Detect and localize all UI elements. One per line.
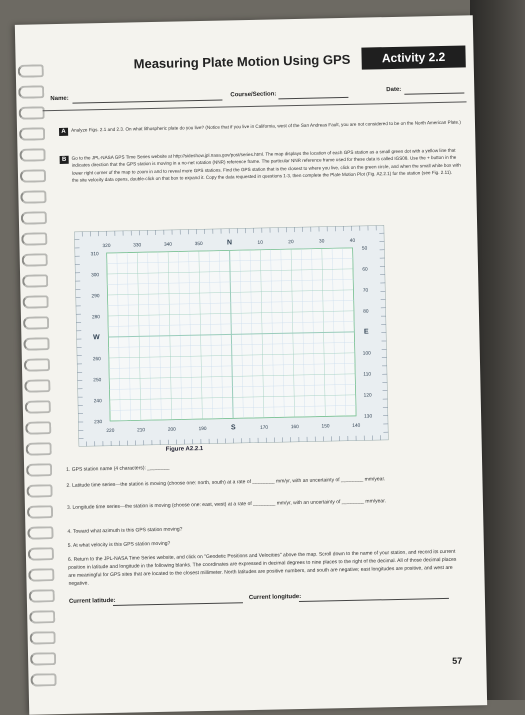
binder-ring [25, 421, 51, 435]
binder-ring [19, 106, 45, 120]
page-title: Measuring Plate Motion Using GPS [134, 52, 351, 72]
binder-ring [30, 673, 56, 687]
top-degree-label: N [227, 239, 232, 246]
question-3: 3. Longitude time series—the station is moving (choose one: east, west) at a rate of ________ mm/yr, with an uncertainty of ________ mm/year. [67, 496, 462, 512]
bottom-degree-label: S [231, 424, 236, 431]
current-latitude-label: Current latitude: [69, 598, 116, 605]
top-degree-label: 320 [102, 243, 110, 249]
top-degree-label: 40 [350, 238, 356, 244]
bottom-degree-label: 220 [106, 428, 114, 434]
bottom-degree-label: 170 [260, 425, 268, 431]
binder-ring [23, 316, 49, 330]
binder-ring [28, 547, 54, 561]
workbook-page [15, 15, 487, 714]
course-label: Course/Section: [230, 91, 276, 98]
question-5: 5. At what velocity is this GPS station moving? [68, 534, 463, 550]
current-longitude-field[interactable] [299, 598, 449, 602]
spiral-binding [16, 64, 59, 704]
left-degree-label: 300 [91, 272, 99, 278]
binder-ring [29, 610, 55, 624]
page-number: 57 [452, 656, 462, 666]
date-label: Date: [386, 87, 401, 93]
current-longitude-label: Current longitude: [249, 594, 301, 601]
right-degree-label: 100 [363, 350, 371, 356]
right-degree-label: 130 [364, 413, 372, 419]
binder-ring [20, 190, 46, 204]
course-field[interactable] [278, 97, 348, 99]
top-degree-label: 330 [133, 242, 141, 248]
left-degree-label: 290 [91, 293, 99, 299]
binder-ring [23, 337, 49, 351]
binder-ring [25, 400, 51, 414]
binder-ring [18, 85, 44, 99]
bottom-degree-label: 140 [352, 423, 360, 429]
section-a-text: Analyze Figs. 2.1 and 2.3. On what lithospheric plate do you live? (Notice that if you live in California, west of the San Andreas Fault, you are not considered to be on the North American Plate.) [71, 119, 461, 135]
name-field[interactable] [72, 100, 222, 104]
binder-ring [26, 442, 52, 456]
binder-ring [27, 526, 53, 540]
date-field[interactable] [404, 92, 464, 94]
plate-motion-plot [74, 225, 388, 446]
top-degree-label: 340 [164, 242, 172, 248]
bottom-degree-label: 150 [321, 423, 329, 429]
binder-ring [30, 631, 56, 645]
figure-caption: Figure A2.2.1 [166, 446, 204, 453]
left-degree-label: W [93, 334, 100, 341]
left-degree-label: 280 [92, 314, 100, 320]
left-degree-label: 250 [93, 377, 101, 383]
right-degree-label: 80 [363, 309, 369, 315]
binder-ring [24, 358, 50, 372]
left-degree-label: 310 [91, 251, 99, 257]
binder-ring [19, 148, 45, 162]
binder-ring [23, 295, 49, 309]
bottom-degree-label: 210 [137, 427, 145, 433]
section-b-text: Go to the JPL-NASA GPS Time Series website at http://sideshow.jpl.nasa.gov/post/series.html. The map displays the location of each GPS station as a small green dot with a yellow line that indicates direction that the GPS station is moving in a no-net rotation (NNR) reference frame. The particular NNR reference frame used for these data is called IGS08. Use the + button in the lower right corner of the map to zoom in and to reveal more GPS stations. Find the GPS station that is the closest to where you live, click on the green circle, and when the small white box with the site velocity data opens, double-click on that box to expand it. Copy the data requested in questions 1-3, then complete the Plate Motion Plot (Fig. A2.2.1) for the station (see Fig. 2.11). [72, 147, 463, 185]
right-degree-label: 70 [363, 288, 369, 294]
name-label: Name: [50, 96, 68, 102]
binder-ring [24, 379, 50, 393]
question-1: 1. GPS station name (4 characters): ________ [66, 458, 461, 474]
activity-badge: Activity 2.2 [361, 45, 465, 69]
binder-ring [26, 463, 52, 477]
section-a-badge: A [59, 128, 68, 136]
top-degree-label: 350 [195, 241, 203, 247]
binder-ring [26, 484, 52, 498]
right-degree-label: 120 [364, 392, 372, 398]
question-6: 6. Return to the JPL-NASA Time Series website, and click on "Geodetic Positions and Velocities" above the map. Scroll down to the name of your station, and record its current position in latitude and longitude in the following blanks. The coordinates are expressed in decimal degrees to nine places to the right of the decimal. All of those decimal places are meaningful for GPS sites that are located to the closest millimeter. North latitudes are positive numbers, and south are negative; east longitudes are positive, and west are negative. [68, 548, 464, 588]
section-b-badge: B [60, 156, 69, 164]
bottom-degree-label: 190 [199, 426, 207, 432]
left-degree-label: 230 [94, 419, 102, 425]
binder-ring [18, 64, 44, 78]
binder-ring [28, 568, 54, 582]
question-4: 4. Toward what azimuth is this GPS station moving? [67, 520, 462, 536]
top-degree-label: 20 [288, 239, 294, 245]
binder-ring [20, 169, 46, 183]
binder-ring [21, 232, 47, 246]
question-2: 2. Latitude time series—the station is moving (choose one: north, south) at a rate of ________ mm/yr, with an uncertainty of ________ mm/year. [66, 474, 461, 490]
binder-ring [21, 211, 47, 225]
binder-ring [29, 589, 55, 603]
bottom-degree-label: 160 [291, 424, 299, 430]
binder-ring [19, 127, 45, 141]
left-degree-label: 240 [94, 398, 102, 404]
binder-ring [30, 652, 56, 666]
bottom-degree-label: 200 [168, 427, 176, 433]
top-degree-label: 30 [319, 238, 325, 244]
left-degree-label: 260 [93, 356, 101, 362]
right-degree-label: 60 [362, 267, 368, 273]
right-degree-label: E [364, 329, 369, 336]
binder-ring [27, 505, 53, 519]
top-degree-label: 10 [257, 240, 263, 246]
binder-ring [22, 253, 48, 267]
current-latitude-field[interactable] [113, 602, 243, 606]
binder-ring [22, 274, 48, 288]
right-degree-label: 110 [363, 371, 371, 377]
right-degree-label: 50 [362, 246, 368, 252]
